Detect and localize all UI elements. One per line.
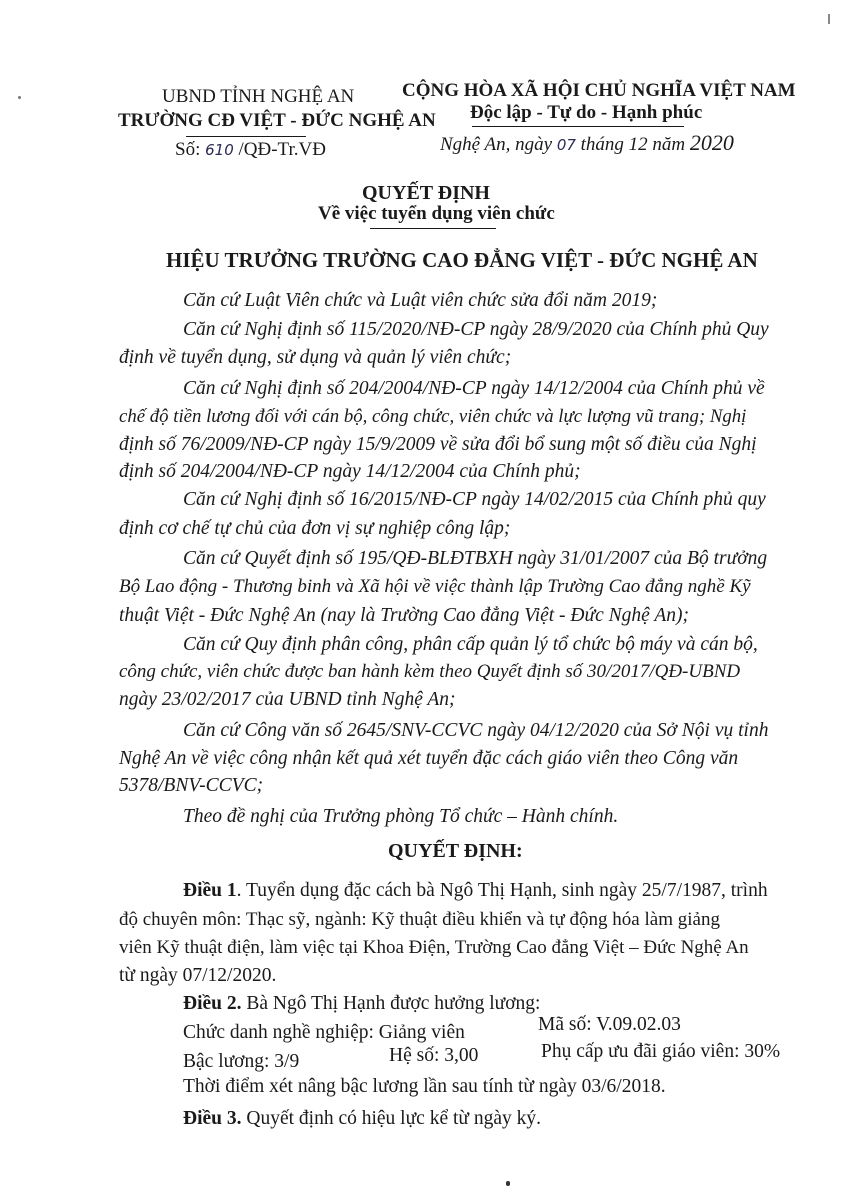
school-name: TRƯỜNG CĐ VIỆT - ĐỨC NGHỆ AN — [118, 110, 436, 131]
nation-name: CỘNG HÒA XÃ HỘI CHỦ NGHĨA VIỆT NAM — [402, 80, 796, 101]
preamble-line: Nghệ An về việc công nhận kết quả xét tuyển đặc cách giáo viên theo Công văn — [119, 748, 739, 769]
preamble-line: Căn cứ Quyết định số 195/QĐ-BLĐTBXH ngày 31/01/2007 của Bộ trưởng — [183, 548, 768, 569]
article-1-line: viên Kỹ thuật điện, làm việc tại Khoa Điện, Trường Cao đẳng Việt – Đức Nghệ An — [119, 937, 749, 958]
next-raise-date: Thời điểm xét nâng bậc lương lần sau tính từ ngày 03/6/2018. — [183, 1076, 666, 1097]
number-suffix: /QĐ-Tr.VĐ — [238, 139, 326, 160]
motto-underline — [472, 126, 684, 127]
decides-heading: QUYẾT ĐỊNH: — [388, 840, 523, 862]
place-date — [440, 130, 734, 156]
preamble-line: Căn cứ Quy định phân công, phân cấp quản lý tổ chức bộ máy và cán bộ, — [183, 634, 758, 655]
decision-subject: Về việc tuyển dụng viên chức — [318, 203, 555, 224]
preamble-line: công chức, viên chức được ban hành kèm theo Quyết định số 30/2017/QĐ-UBND — [119, 661, 741, 682]
article-1-line: từ ngày 07/12/2020. — [119, 965, 277, 986]
scan-speck — [506, 1181, 510, 1186]
year: 2020 — [689, 130, 734, 155]
preamble-line: Theo đề nghị của Trưởng phòng Tổ chức – Hành chính. — [183, 806, 619, 827]
article-2-label: Điều 2. — [183, 993, 242, 1014]
article-2-line-1 — [183, 993, 540, 1015]
preamble-line: định cơ chế tự chủ của đơn vị sự nghiệp công lập; — [119, 518, 511, 539]
decision-title: QUYẾT ĐỊNH — [362, 182, 490, 204]
preamble-line: thuật Việt - Đức Nghệ An (nay là Trường Cao đẳng Việt - Đức Nghệ An); — [119, 605, 690, 626]
teacher-allowance: Phụ cấp ưu đãi giáo viên: 30% — [541, 1041, 781, 1062]
national-motto: Độc lập - Tự do - Hạnh phúc — [470, 102, 703, 123]
salary-grade: Bậc lương: 3/9 — [183, 1051, 300, 1072]
authority-name: UBND TỈNH NGHỆ AN — [162, 86, 355, 107]
preamble-line: định số 76/2009/NĐ-CP ngày 15/9/2009 về sửa đổi bổ sung một số điều của Nghị — [119, 434, 757, 455]
preamble-line: ngày 23/02/2017 của UBND tỉnh Nghệ An; — [119, 689, 456, 710]
issuer-title: HIỆU TRƯỞNG TRƯỜNG CAO ĐẲNG VIỆT - ĐỨC NGHỆ AN — [166, 248, 758, 272]
preamble-line: Căn cứ Nghị định số 204/2004/NĐ-CP ngày 14/12/2004 của Chính phủ về — [183, 378, 765, 399]
scan-speck — [828, 14, 830, 24]
article-2-text: Bà Ngô Thị Hạnh được hưởng lương: — [246, 993, 541, 1014]
article-3-line — [183, 1108, 541, 1130]
number-prefix: Số: — [175, 139, 201, 160]
preamble-line: định về tuyển dụng, sử dụng và quản lý viên chức; — [119, 347, 512, 368]
preamble-line: Căn cứ Nghị định số 115/2020/NĐ-CP ngày 28/9/2020 của Chính phủ Quy — [183, 319, 769, 340]
preamble-line: Căn cứ Công văn số 2645/SNV-CCVC ngày 04/12/2020 của Sở Nội vụ tỉnh — [183, 720, 769, 741]
preamble-line: chế độ tiền lương đối với cán bộ, công chức, viên chức và lực lượng vũ trang; Nghị — [119, 406, 747, 427]
school-underline — [186, 136, 306, 137]
article-1-label: Điều 1 — [183, 880, 237, 901]
article-3-label: Điều 3. — [183, 1108, 242, 1129]
number-handwritten: 610 — [205, 141, 234, 159]
preamble-line: định số 204/2004/NĐ-CP ngày 14/12/2004 của Chính phủ; — [119, 461, 581, 482]
preamble-line: Căn cứ Luật Viên chức và Luật viên chức sửa đổi năm 2019; — [183, 290, 658, 311]
article-1-line: độ chuyên môn: Thạc sỹ, ngành: Kỹ thuật điều khiển và tự động hóa làm giảng — [119, 909, 720, 930]
place-date-suffix: tháng 12 năm — [580, 134, 686, 155]
place-date-prefix: Nghệ An, ngày — [440, 134, 553, 155]
preamble-line: Căn cứ Nghị định số 16/2015/NĐ-CP ngày 14/02/2015 của Chính phủ quy — [183, 489, 766, 510]
preamble-line: Bộ Lao động - Thương binh và Xã hội về việc thành lập Trường Cao đẳng nghề Kỹ — [119, 576, 751, 597]
preamble-line: 5378/BNV-CCVC; — [119, 775, 264, 796]
day-handwritten: 07 — [556, 136, 576, 154]
article-3-text: Quyết định có hiệu lực kể từ ngày ký. — [246, 1108, 541, 1129]
salary-coefficient: Hệ số: 3,00 — [389, 1045, 479, 1066]
subject-underline — [370, 228, 496, 229]
job-code: Mã số: V.09.02.03 — [538, 1014, 681, 1035]
document-number — [175, 139, 326, 161]
article-1-text: . Tuyển dụng đặc cách bà Ngô Thị Hạnh, sinh ngày 25/7/1987, trình — [236, 880, 768, 901]
job-title: Chức danh nghề nghiệp: Giảng viên — [183, 1022, 465, 1043]
scan-speck — [18, 96, 21, 99]
article-1-line-1 — [183, 880, 768, 902]
